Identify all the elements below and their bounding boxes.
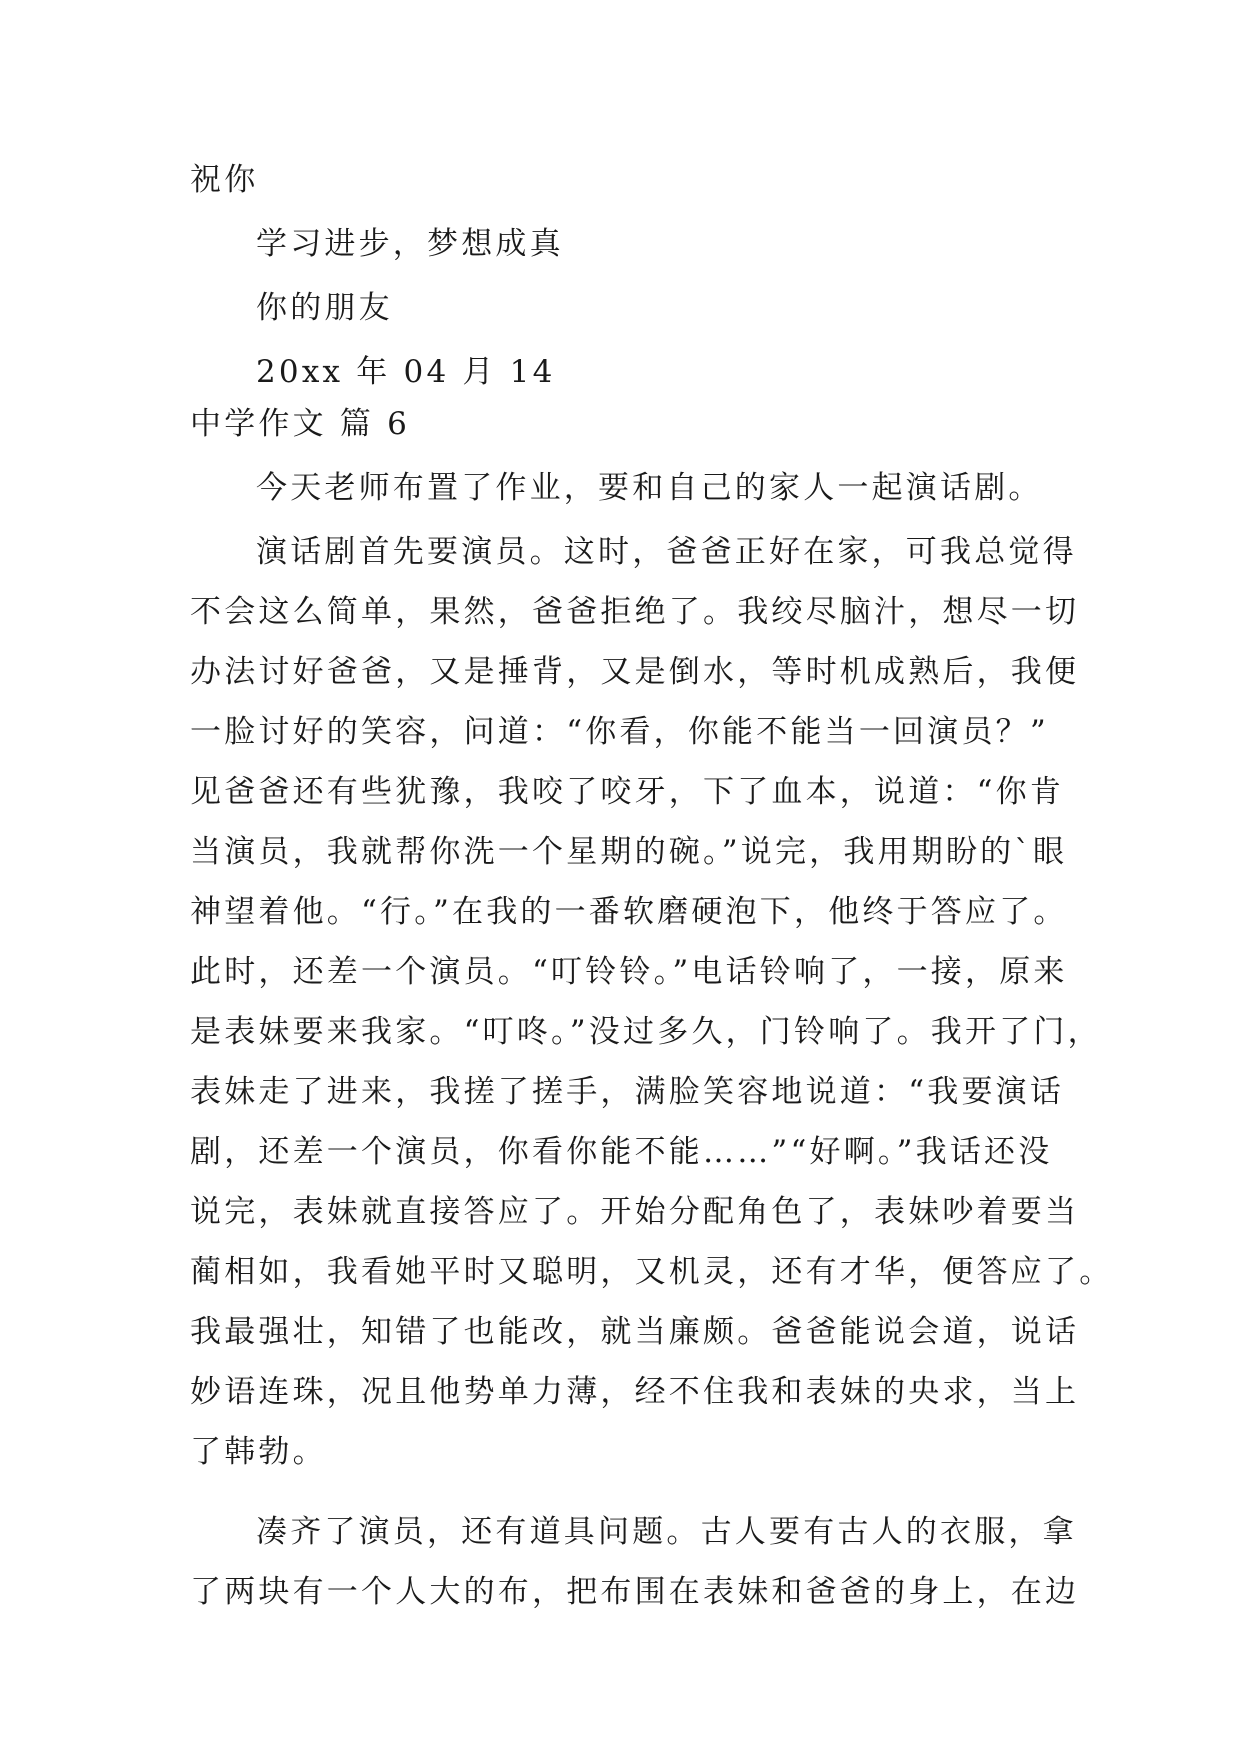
- body-line: 不会这么简单，果然，爸爸拒绝了。我绞尽脑汁，想尽一切: [190, 594, 1080, 630]
- closing-signature: 你的朋友: [256, 290, 393, 326]
- body-line: 我最强壮，知错了也能改，就当廉颇。爸爸能说会道，说话: [190, 1314, 1080, 1350]
- body-line: 见爸爸还有些犹豫，我咬了咬牙，下了血本，说道：“你肯: [190, 774, 1065, 810]
- body-line: 了韩勃。: [190, 1434, 327, 1470]
- closing-salutation: 祝你: [190, 162, 259, 198]
- body-line: 凑齐了演员，还有道具问题。古人要有古人的衣服，拿: [256, 1514, 1077, 1550]
- body-line: 了两块有一个人大的布，把布围在表妹和爸爸的身上，在边: [190, 1574, 1080, 1610]
- body-line: 是表妹要来我家。“叮咚。”没过多久，门铃响了。我开了门，: [190, 1014, 1102, 1050]
- body-line: 一脸讨好的笑容，问道：“你看，你能不能当一回演员？”: [190, 714, 1049, 750]
- body-line: 办法讨好爸爸，又是捶背，又是倒水，等时机成熟后，我便: [190, 654, 1080, 690]
- body-line: 当演员，我就帮你洗一个星期的碗。”说完，我用期盼的`眼: [190, 834, 1068, 870]
- body-line: 表妹走了进来，我搓了搓手，满脸笑容地说道：“我要演话: [190, 1074, 1065, 1110]
- section-title: 中学作文 篇 6: [190, 406, 411, 442]
- body-line: 剧，还差一个演员，你看你能不能……”“好啊。”我话还没: [190, 1134, 1053, 1170]
- closing-date: 20xx 年 04 月 14: [256, 354, 556, 390]
- body-line: 神望着他。“行。”在我的一番软磨硬泡下，他终于答应了。: [190, 894, 1068, 930]
- closing-wish: 学习进步，梦想成真: [256, 226, 564, 262]
- body-line: 说完，表妹就直接答应了。开始分配角色了，表妹吵着要当: [190, 1194, 1080, 1230]
- body-line: 妙语连珠，况且他势单力薄，经不住我和表妹的央求，当上: [190, 1374, 1080, 1410]
- body-line: 蔺相如，我看她平时又聪明，又机灵，还有才华，便答应了。: [190, 1254, 1114, 1290]
- body-line: 今天老师布置了作业，要和自己的家人一起演话剧。: [256, 470, 1043, 506]
- body-line: 演话剧首先要演员。这时，爸爸正好在家，可我总觉得: [256, 534, 1077, 570]
- body-line: 此时，还差一个演员。“叮铃铃。”电话铃响了，一接，原来: [190, 954, 1068, 990]
